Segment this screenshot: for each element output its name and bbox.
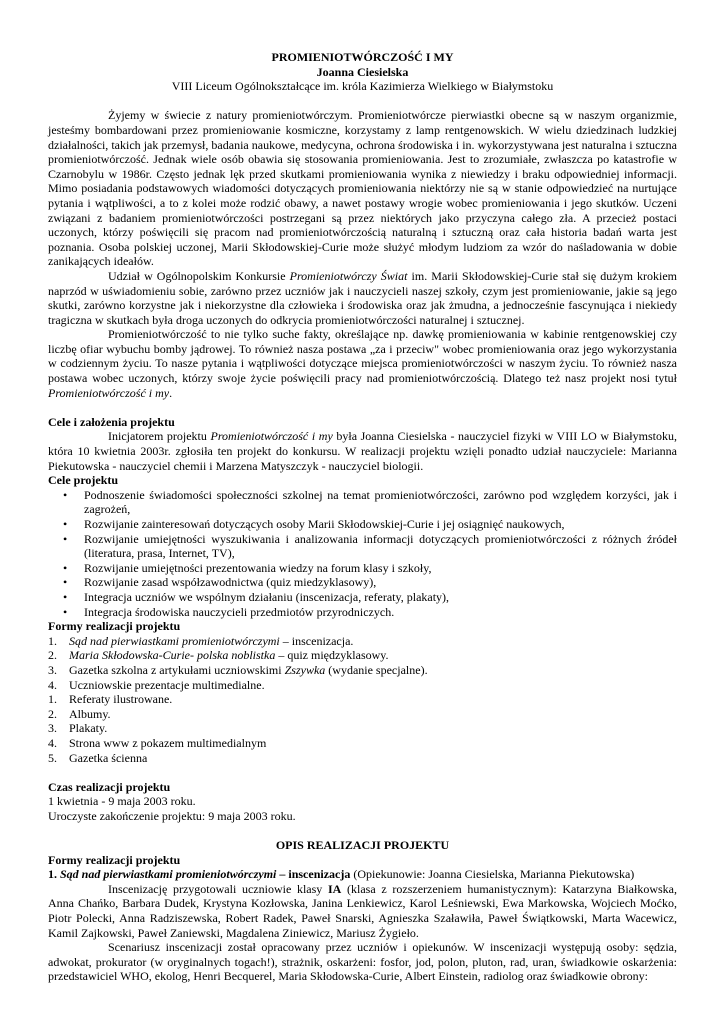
list-item bbox=[48, 692, 677, 707]
item-text: (wydanie specjalne). bbox=[325, 662, 428, 677]
item-number: 4. bbox=[48, 735, 57, 750]
item-text: Strona www z pokazem multimedialnym bbox=[69, 735, 267, 750]
desc-p1-text-b: (klasa z rozszerzeniem humanistycznym): Katarzyna Białkowska, Anna Chańko, Barbara Dudek, Krystyna Kozłowska, Janina Lenkiewicz, Karol Leśniewski, Ewa Markowska, Wojciech Moćko, Piotr Polecki, Anna Radziszewska, Robert Radek, Paweł Snarski, Agnieszka Szaławiła, Paweł Świątkowski, Marta Wacewicz, Kamil Zajkowski, Paweł Zaniewski, Magdalena Ziniewicz, Mariusz Żygieło. bbox=[48, 881, 678, 940]
description-item bbox=[48, 867, 677, 882]
class-name: IA bbox=[328, 881, 342, 896]
list-item bbox=[48, 634, 677, 649]
list-item bbox=[48, 678, 677, 693]
list-item bbox=[48, 648, 677, 663]
spacer bbox=[48, 823, 677, 838]
forms-heading: Formy realizacji projektu bbox=[48, 619, 181, 634]
item-number: 2. bbox=[48, 706, 57, 721]
intro-paragraph-1: Żyjemy w świecie z natury promieniotwórczym. Promieniotwórcze pierwiastki obecne są w naszym organizmie, jesteśmy bombardowani przez promieniowanie kosmiczne, korzystamy z lamp rentgenowskich. W wielu dziedzinach ludzkiej działalności, takich jak przemysł, badania naukowe, medycyna, ochrona środowiska i in. wykorzystywana jest naturalna i sztuczna promieniotwórczość. Jednak wiele osób obawia się stosowania promieniowania. Jest to zrozumiałe, zwłaszcza po katastrofie w Czarnobylu w 1986r. Często jednak lęk przed skutkami promieniowania wynika z niewiedzy i braku odpowiedniej informacji. Mimo posiadania podstawowych wiadomości dotyczących promieniowania niektórzy nie są w stanie odpowiedzieć na nurtujące pytania i wątpliwości, a to z kolei może rodzić obawy, a nawet postawy wrogie wobec promieniowania i jego skutków. Uczeni związani z badaniem promieniotwórczości postrzegani są przez niektórych jako przyczyna całego zła. A przecież postaci uczonych, którzy poświęcili się pracom nad promieniotwórczością naturalną i sztuczną oraz cała historia badań warta jest poznania. Osoba polskiej uczonej, Marii Skłodowskiej-Curie może służyć młodym ludziom za wzór do naśladowania w dobie zanikających ideałów. bbox=[48, 108, 677, 269]
author-name: Joanna Ciesielska bbox=[316, 64, 409, 79]
item-number: 1. bbox=[48, 692, 57, 707]
list-item bbox=[48, 663, 677, 678]
description-heading: OPIS REALIZACJI PROJEKTU bbox=[275, 838, 450, 853]
list-item bbox=[48, 707, 677, 722]
item-number: 3. bbox=[48, 721, 57, 736]
document-title: PROMIENIOTWÓRCZOŚĆ I MY bbox=[271, 50, 454, 64]
description-subheading: Formy realizacji projektu bbox=[48, 852, 181, 867]
goals-text-a: Inicjatorem projektu bbox=[108, 429, 211, 444]
item-number: 3. bbox=[48, 662, 57, 677]
intro-p2-text-a: Udział w Ogólnopolskim Konkursie bbox=[108, 268, 290, 283]
item-text: Gazetka ścienna bbox=[69, 750, 148, 765]
intro-p2-text-b: im. Marii Skłodowskiej-Curie stał się dużym krokiem naprzód w uświadomieniu sobie, zarówno przez uczniów jak i nauczycieli naszej szkoły, czym jest promieniowanie, jakie są jego skutki, zarówno korzystne jak i niekorzystne dla człowieka i środowiska oraz jak żmudna, a jednocześnie fascynująca i niekiedy tragiczna w skutkach była droga uczonych do odkrycia promieniotwórczości naturalnej i sztucznej. bbox=[48, 268, 677, 327]
description-paragraph-1 bbox=[48, 882, 677, 940]
list-item: • Podnoszenie świadomości społeczności szkolnej na temat promieniotwórczości, zarówno pod względem korzyści, jak i zagrożeń, bbox=[63, 488, 677, 517]
list-item bbox=[48, 721, 677, 736]
time-line-2: Uroczyste zakończenie projektu: 9 maja 2003 roku. bbox=[48, 808, 296, 823]
list-item: • Integracja środowiska nauczycieli przedmiotów przyrodniczych. bbox=[63, 605, 677, 620]
item-text: Referaty ilustrowane. bbox=[69, 692, 173, 707]
intro-paragraph-2 bbox=[48, 269, 677, 327]
goals-italic: Promieniotwórczość i my bbox=[210, 429, 333, 444]
item-number: 1. bbox=[48, 633, 57, 648]
time-line-1: 1 kwietnia - 9 maja 2003 roku. bbox=[48, 794, 196, 809]
item-bold: – inscenizacja bbox=[276, 867, 351, 882]
goals-text-b: była Joanna Ciesielska - nauczyciel fizyki w VIII LO w Białymstoku, która 10 kwietnia 2003r. zgłosiła ten projekt do konkursu. W realizacji projektu wzięli ponadto udział nauczyciele: Marianna Piekutowska - nauczyciel chemii i Marzena Matyszczyk - nauczyciel biologii. bbox=[48, 429, 677, 473]
item-text: – quiz międzyklasowy. bbox=[275, 648, 389, 663]
item-text: – inscenizacja. bbox=[279, 633, 354, 648]
item-italic: Maria Skłodowska-Curie- polska noblistka bbox=[69, 648, 276, 663]
item-text: Uczniowskie prezentacje multimedialne. bbox=[69, 677, 265, 692]
description-paragraph-2: Scenariusz inscenizacji został opracowany przez uczniów i opiekunów. W inscenizacji występują osoby: sędzia, adwokat, prokurator (w oryginalnych togach!), strażnik, oskarżeni: fosfor, jod, polon, pluton, rad, uran, świadkowie oskarżenia: przedstawiciel WHO, ekolog, Henri Becquerel, Maria Skłodowska-Curie, Albert Einstein, radiolog oraz świadkowie obrony: bbox=[48, 940, 677, 984]
intro-p3-italic: Promieniotwórczość i my bbox=[48, 385, 170, 400]
item-number: 4. bbox=[48, 677, 57, 692]
spacer bbox=[48, 400, 677, 415]
intro-paragraph-3 bbox=[48, 327, 677, 400]
item-text: Plakaty. bbox=[69, 721, 108, 736]
list-item: • Integracja uczniów we wspólnym działaniu (inscenizacja, referaty, plakaty), bbox=[63, 590, 677, 605]
goals-list bbox=[48, 488, 677, 619]
item-text: (Opiekunowie: Joanna Ciesielska, Marianna Piekutowska) bbox=[350, 867, 635, 882]
list-item bbox=[48, 736, 677, 751]
list-item: • Rozwijanie umiejętności wyszukiwania i analizowania informacji dotyczących promieniotwórczości z różnych źródeł (literatura, prasa, Internet, TV), bbox=[63, 532, 677, 561]
list-item bbox=[48, 751, 677, 766]
goals-list-heading: Cele projektu bbox=[48, 473, 119, 488]
item-italic: Sąd nad pierwiastkami promieniotwórczymi bbox=[69, 633, 280, 648]
intro-p3-text-a: Promieniotwórczość to nie tylko suche fakty, określające np. dawkę promieniowania w kabinie rentgenowskiej czy liczbę ofiar wybuchu bomby jądrowej. To również nasza postawa „za i przeciw" wobec promieniowania oraz jego wykorzystania w codziennym życiu. To nasze pytania i wątpliwości dotyczące miejsca promieniotwórczości w naszym życiu. To również nasza postawa wobec uczonych, którzy swoje życie poświęcili pracy nad promieniotwórczością. Dlatego też nasz projekt nosi tytuł bbox=[48, 327, 677, 386]
school-name: VIII Liceum Ogólnokształcące im. króla Kazimierza Wielkiego w Białymstoku bbox=[171, 79, 554, 94]
time-heading: Czas realizacji projektu bbox=[48, 779, 171, 794]
list-item: • Rozwijanie zasad współzawodnictwa (quiz miedzyklasowy), bbox=[63, 575, 677, 590]
desc-p1-text-a: Inscenizację przygotowali uczniowie klasy bbox=[108, 881, 328, 896]
forms-list bbox=[48, 634, 677, 765]
intro-p2-italic: Promieniotwórczy Świat bbox=[289, 268, 408, 283]
goals-paragraph bbox=[48, 429, 677, 473]
item-text: Gazetka szkolna z artykułami uczniowskimi bbox=[69, 662, 285, 677]
item-number: 2. bbox=[48, 648, 57, 663]
document-page bbox=[48, 50, 677, 984]
item-number: 5. bbox=[48, 750, 57, 765]
item-number: 1. bbox=[48, 867, 60, 882]
spacer bbox=[48, 765, 677, 780]
list-item: • Rozwijanie zainteresowań dotyczących osoby Marii Skłodowskiej-Curie i jej osiągnięć naukowych, bbox=[63, 517, 677, 532]
item-text: Albumy. bbox=[69, 706, 111, 721]
spacer bbox=[48, 94, 677, 109]
item-italic: Sąd nad pierwiastkami promieniotwórczymi bbox=[60, 867, 277, 882]
list-item: • Rozwijanie umiejętności prezentowania wiedzy na forum klasy i szkoły, bbox=[63, 561, 677, 576]
intro-p3-text-b: . bbox=[169, 385, 173, 400]
item-italic: Zszywka bbox=[284, 662, 326, 677]
goals-heading: Cele i założenia projektu bbox=[48, 414, 175, 429]
